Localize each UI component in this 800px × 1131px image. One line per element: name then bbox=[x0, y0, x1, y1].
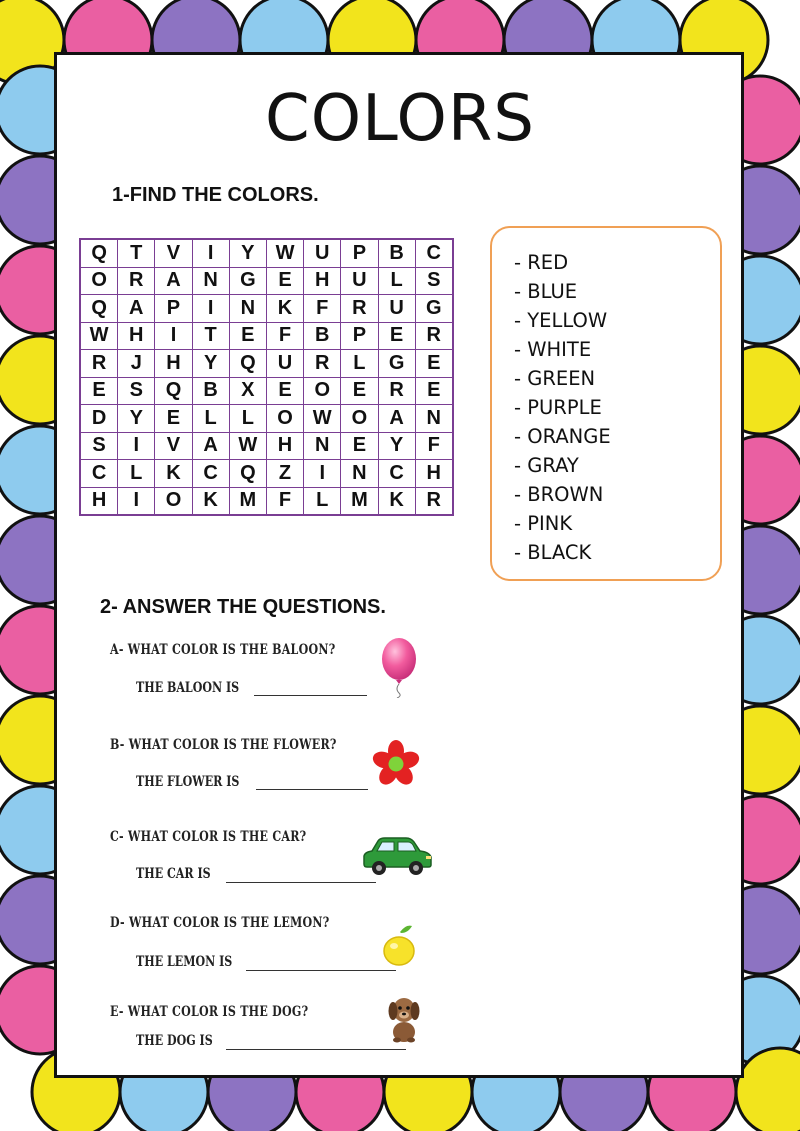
grid-cell[interactable]: P bbox=[155, 295, 192, 323]
word-list-item: - WHITE bbox=[514, 338, 592, 361]
grid-cell[interactable]: E bbox=[266, 267, 303, 295]
grid-cell[interactable]: W bbox=[80, 322, 118, 350]
word-list-item: - GREEN bbox=[514, 367, 596, 390]
grid-cell[interactable]: O bbox=[266, 405, 303, 433]
lemon-icon bbox=[380, 923, 420, 969]
grid-cell[interactable]: Y bbox=[118, 405, 155, 433]
answer-d-blank[interactable] bbox=[246, 970, 396, 971]
answer-a-blank[interactable] bbox=[254, 695, 367, 696]
grid-row bbox=[80, 432, 453, 460]
grid-cell[interactable]: I bbox=[304, 460, 341, 488]
word-list-item: - PURPLE bbox=[514, 396, 602, 419]
answer-b-blank[interactable] bbox=[256, 789, 368, 790]
grid-cell[interactable]: L bbox=[378, 267, 415, 295]
grid-row bbox=[80, 487, 453, 515]
grid-cell[interactable]: I bbox=[155, 322, 192, 350]
grid-cell[interactable]: H bbox=[80, 487, 118, 515]
grid-cell[interactable]: G bbox=[415, 295, 453, 323]
grid-cell[interactable]: S bbox=[415, 267, 453, 295]
car-icon bbox=[360, 834, 434, 878]
answer-a-label: THE BALOON IS bbox=[136, 680, 240, 696]
grid-cell[interactable]: M bbox=[229, 487, 266, 515]
word-list-item: - BLACK bbox=[514, 541, 592, 564]
grid-cell[interactable]: A bbox=[155, 267, 192, 295]
grid-row bbox=[80, 239, 453, 267]
grid-cell[interactable]: T bbox=[118, 239, 155, 267]
grid-row bbox=[80, 460, 453, 488]
word-list-item: - BROWN bbox=[514, 483, 604, 506]
grid-cell[interactable]: C bbox=[378, 460, 415, 488]
grid-cell[interactable]: A bbox=[192, 432, 229, 460]
word-list-item: - GRAY bbox=[514, 454, 579, 477]
grid-cell[interactable]: R bbox=[415, 322, 453, 350]
grid-cell[interactable]: B bbox=[378, 239, 415, 267]
grid-cell[interactable]: K bbox=[266, 295, 303, 323]
section-1-heading: 1-FIND THE COLORS. bbox=[112, 184, 319, 206]
grid-cell[interactable]: M bbox=[341, 487, 378, 515]
grid-cell[interactable]: R bbox=[80, 350, 118, 378]
grid-cell[interactable]: F bbox=[304, 295, 341, 323]
grid-cell[interactable]: L bbox=[341, 350, 378, 378]
grid-cell[interactable]: P bbox=[341, 322, 378, 350]
grid-cell[interactable]: S bbox=[118, 377, 155, 405]
grid-row bbox=[80, 405, 453, 433]
grid-cell[interactable]: D bbox=[80, 405, 118, 433]
grid-cell[interactable]: V bbox=[155, 432, 192, 460]
grid-cell[interactable]: R bbox=[378, 377, 415, 405]
grid-cell[interactable]: J bbox=[118, 350, 155, 378]
grid-cell[interactable]: U bbox=[378, 295, 415, 323]
answer-e-label: THE DOG IS bbox=[136, 1033, 213, 1049]
grid-cell[interactable]: X bbox=[229, 377, 266, 405]
grid-cell[interactable]: L bbox=[118, 460, 155, 488]
grid-cell[interactable]: Y bbox=[192, 350, 229, 378]
word-search-grid bbox=[79, 238, 454, 516]
grid-cell[interactable]: E bbox=[80, 377, 118, 405]
grid-cell[interactable]: F bbox=[266, 322, 303, 350]
grid-cell[interactable]: Q bbox=[80, 295, 118, 323]
grid-row bbox=[80, 267, 453, 295]
grid-cell[interactable]: L bbox=[229, 405, 266, 433]
grid-cell[interactable]: E bbox=[415, 377, 453, 405]
grid-cell[interactable]: C bbox=[415, 239, 453, 267]
grid-cell[interactable]: G bbox=[378, 350, 415, 378]
answer-b-label: THE FLOWER IS bbox=[136, 774, 240, 790]
grid-cell[interactable]: F bbox=[415, 432, 453, 460]
question-b: B- WHAT COLOR IS THE FLOWER? bbox=[110, 737, 337, 753]
grid-cell[interactable]: W bbox=[229, 432, 266, 460]
grid-cell[interactable]: E bbox=[341, 377, 378, 405]
question-a: A- WHAT COLOR IS THE BALOON? bbox=[110, 642, 336, 658]
grid-row bbox=[80, 322, 453, 350]
grid-cell[interactable]: R bbox=[118, 267, 155, 295]
answer-e-blank[interactable] bbox=[226, 1049, 406, 1050]
grid-cell[interactable]: K bbox=[192, 487, 229, 515]
grid-cell[interactable]: K bbox=[155, 460, 192, 488]
grid-cell[interactable]: O bbox=[155, 487, 192, 515]
grid-cell[interactable]: E bbox=[341, 432, 378, 460]
grid-cell[interactable]: L bbox=[192, 405, 229, 433]
grid-cell[interactable]: I bbox=[192, 295, 229, 323]
grid-cell[interactable]: H bbox=[118, 322, 155, 350]
question-d: D- WHAT COLOR IS THE LEMON? bbox=[110, 915, 330, 931]
grid-cell[interactable]: Y bbox=[378, 432, 415, 460]
grid-cell[interactable]: O bbox=[80, 267, 118, 295]
word-list-item: - BLUE bbox=[514, 280, 578, 303]
grid-cell[interactable]: H bbox=[266, 432, 303, 460]
grid-cell[interactable]: W bbox=[266, 239, 303, 267]
grid-cell[interactable]: K bbox=[378, 487, 415, 515]
grid-cell[interactable]: R bbox=[415, 487, 453, 515]
grid-cell[interactable]: O bbox=[304, 377, 341, 405]
grid-cell[interactable]: H bbox=[415, 460, 453, 488]
grid-cell[interactable]: V bbox=[155, 239, 192, 267]
grid-cell[interactable]: E bbox=[229, 322, 266, 350]
grid-cell[interactable]: P bbox=[341, 239, 378, 267]
grid-cell[interactable]: B bbox=[192, 377, 229, 405]
grid-cell[interactable]: Q bbox=[229, 350, 266, 378]
word-list-item: - YELLOW bbox=[514, 309, 608, 332]
answer-d-label: THE LEMON IS bbox=[136, 954, 233, 970]
grid-cell[interactable]: I bbox=[118, 432, 155, 460]
grid-cell[interactable]: O bbox=[341, 405, 378, 433]
dog-icon bbox=[386, 994, 422, 1044]
grid-cell[interactable]: B bbox=[304, 322, 341, 350]
grid-cell[interactable]: S bbox=[80, 432, 118, 460]
grid-cell[interactable]: R bbox=[304, 350, 341, 378]
grid-cell[interactable]: Q bbox=[80, 239, 118, 267]
grid-cell[interactable]: F bbox=[266, 487, 303, 515]
grid-cell[interactable]: W bbox=[304, 405, 341, 433]
grid-cell[interactable]: C bbox=[80, 460, 118, 488]
grid-row bbox=[80, 295, 453, 323]
answer-c-label: THE CAR IS bbox=[136, 866, 211, 882]
grid-cell[interactable]: E bbox=[155, 405, 192, 433]
grid-cell[interactable]: A bbox=[118, 295, 155, 323]
grid-cell[interactable]: E bbox=[266, 377, 303, 405]
grid-row bbox=[80, 377, 453, 405]
grid-cell[interactable]: Z bbox=[266, 460, 303, 488]
section-2-heading: 2- ANSWER THE QUESTIONS. bbox=[100, 596, 386, 618]
grid-cell[interactable]: U bbox=[341, 267, 378, 295]
word-list-item: - PINK bbox=[514, 512, 573, 535]
grid-cell[interactable]: I bbox=[192, 239, 229, 267]
grid-cell[interactable]: H bbox=[304, 267, 341, 295]
word-list bbox=[514, 248, 611, 567]
grid-cell[interactable]: H bbox=[155, 350, 192, 378]
grid-cell[interactable]: Y bbox=[229, 239, 266, 267]
word-list-box bbox=[490, 226, 722, 581]
grid-cell[interactable]: N bbox=[192, 267, 229, 295]
grid-cell[interactable]: Q bbox=[229, 460, 266, 488]
grid-cell[interactable]: R bbox=[341, 295, 378, 323]
grid-cell[interactable]: N bbox=[415, 405, 453, 433]
grid-cell[interactable]: U bbox=[304, 239, 341, 267]
grid-cell[interactable]: E bbox=[378, 322, 415, 350]
grid-cell[interactable]: N bbox=[341, 460, 378, 488]
question-e: E- WHAT COLOR IS THE DOG? bbox=[110, 1004, 309, 1020]
grid-cell[interactable]: C bbox=[192, 460, 229, 488]
grid-cell[interactable]: I bbox=[118, 487, 155, 515]
grid-row bbox=[80, 350, 453, 378]
answer-c-blank[interactable] bbox=[226, 882, 376, 883]
grid-cell[interactable]: N bbox=[304, 432, 341, 460]
question-c: C- WHAT COLOR IS THE CAR? bbox=[110, 829, 307, 845]
word-list-item: - RED bbox=[514, 251, 569, 274]
balloon-icon bbox=[378, 636, 420, 698]
grid-cell[interactable]: Q bbox=[155, 377, 192, 405]
grid-cell[interactable]: N bbox=[229, 295, 266, 323]
grid-cell[interactable]: L bbox=[304, 487, 341, 515]
grid-cell[interactable]: T bbox=[192, 322, 229, 350]
page-title: COLORS bbox=[265, 82, 535, 156]
grid-cell[interactable]: G bbox=[229, 267, 266, 295]
grid-cell[interactable]: U bbox=[266, 350, 303, 378]
flower-icon bbox=[369, 739, 423, 789]
grid-cell[interactable]: E bbox=[415, 350, 453, 378]
grid-cell[interactable]: A bbox=[378, 405, 415, 433]
word-list-item: - ORANGE bbox=[514, 425, 611, 448]
